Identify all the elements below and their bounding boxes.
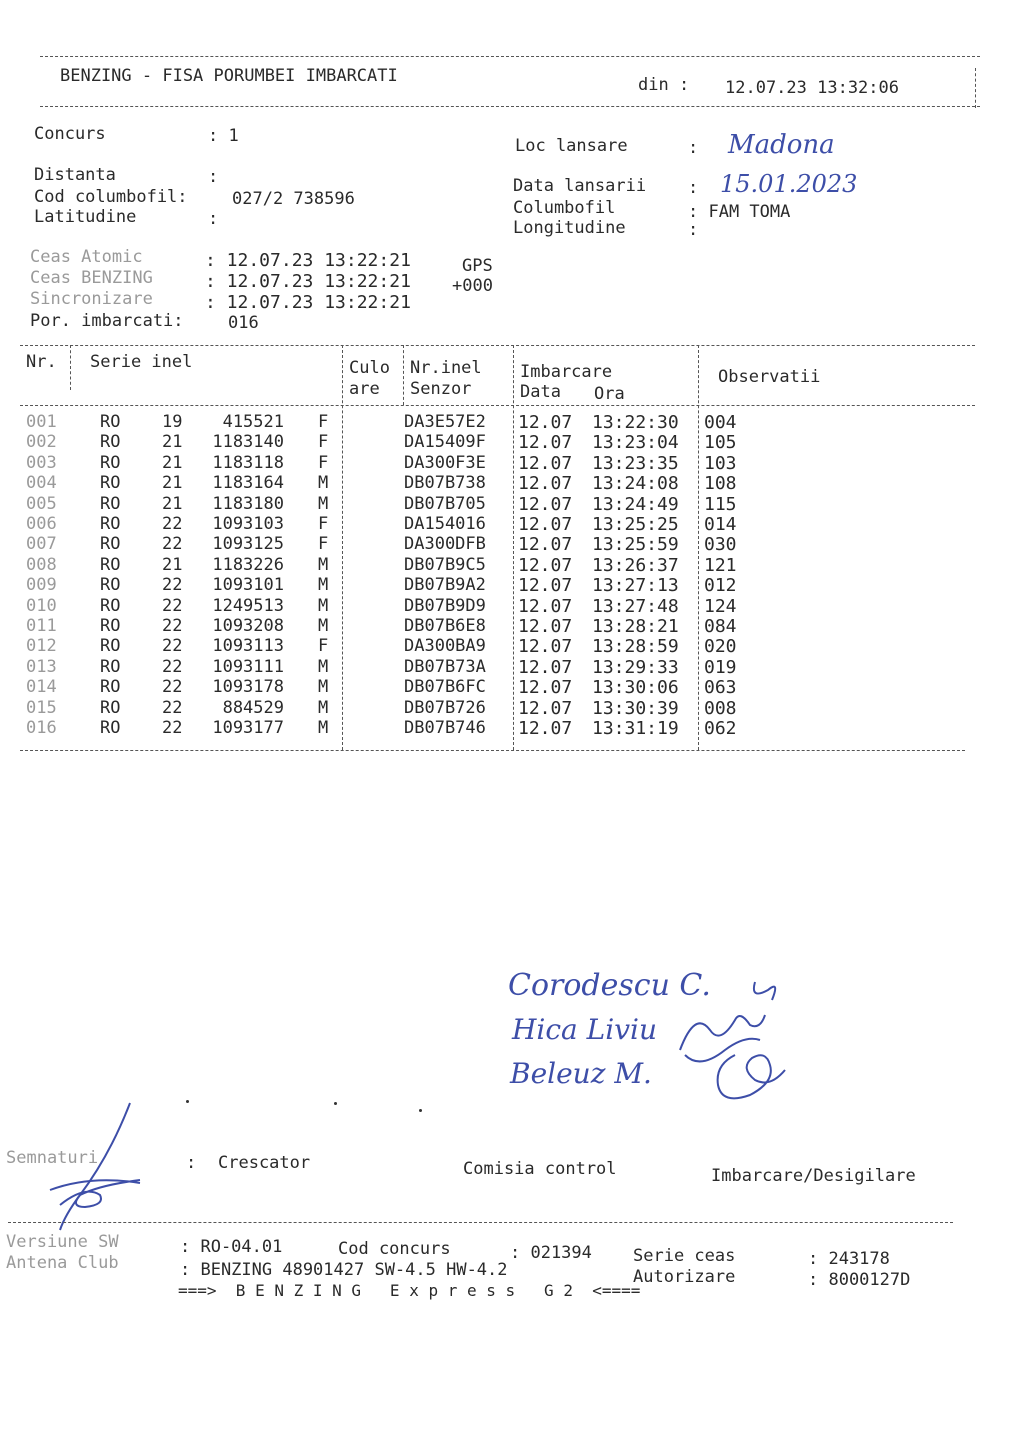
autorizare-value: : 8000127D bbox=[808, 1270, 911, 1290]
cell-data: 12.07 bbox=[518, 656, 573, 678]
header-bottom-rule bbox=[40, 106, 980, 107]
data-lansarii-label: Data lansarii bbox=[513, 176, 647, 196]
columbofil-value: : FAM TOMA bbox=[688, 202, 791, 222]
table-row bbox=[0, 718, 1024, 739]
cell-ora: 13:24:08 bbox=[592, 473, 679, 495]
cell-senzor: DB07B705 bbox=[404, 493, 486, 514]
cell-sex: M bbox=[318, 656, 329, 677]
cell-nr: 010 bbox=[26, 595, 57, 616]
longitudine-value: : bbox=[688, 220, 699, 240]
cell-sex: F bbox=[318, 514, 329, 534]
cell-senzor: DA300DFB bbox=[404, 534, 486, 555]
cell-observatii: 124 bbox=[704, 595, 737, 617]
cell-data: 12.07 bbox=[518, 452, 573, 474]
cell-an: 21 bbox=[162, 554, 183, 575]
loc-lansare-sep: : bbox=[688, 138, 699, 158]
cell-inel: 1183164 bbox=[212, 473, 284, 494]
cell-data: 12.07 bbox=[518, 493, 573, 515]
cell-tara: RO bbox=[100, 452, 121, 473]
print-date-value: 12.07.23 13:32:06 bbox=[725, 78, 899, 98]
cell-an: 22 bbox=[162, 656, 183, 677]
cell-data: 12.07 bbox=[518, 595, 573, 617]
cell-sex: M bbox=[318, 493, 329, 514]
cell-inel: 1183180 bbox=[212, 493, 284, 514]
cell-inel: 884529 bbox=[222, 697, 284, 718]
cell-sex: F bbox=[318, 432, 329, 453]
cell-ora: 13:30:39 bbox=[592, 697, 679, 719]
cell-inel: 1093125 bbox=[212, 534, 284, 555]
table-row bbox=[0, 698, 1024, 719]
cell-sex: M bbox=[318, 697, 329, 718]
cell-sex: F bbox=[318, 412, 329, 432]
cell-observatii: 014 bbox=[704, 514, 737, 535]
cell-an: 21 bbox=[162, 452, 183, 473]
cell-sex: F bbox=[318, 452, 329, 473]
cell-inel: 1093103 bbox=[212, 514, 284, 534]
cell-data: 12.07 bbox=[518, 554, 573, 576]
handwritten-name-1: Corodescu C. bbox=[508, 968, 711, 1003]
cell-data: 12.07 bbox=[518, 432, 573, 454]
cell-data: 12.07 bbox=[518, 718, 573, 739]
porumbei-imbarcati-label: Por. imbarcati: bbox=[30, 311, 184, 331]
cell-an: 21 bbox=[162, 493, 183, 514]
serie-ceas-value: : 243178 bbox=[808, 1249, 890, 1269]
cell-an: 22 bbox=[162, 697, 183, 718]
columbofil-label: Columbofil bbox=[513, 198, 616, 218]
versiune-sw-label: Versiune SW bbox=[6, 1232, 119, 1252]
cell-data: 12.07 bbox=[518, 616, 573, 637]
cell-senzor: DB07B9A2 bbox=[404, 575, 486, 596]
cell-tara: RO bbox=[100, 718, 121, 738]
cell-ora: 13:29:33 bbox=[592, 656, 679, 678]
cell-observatii: 115 bbox=[704, 493, 737, 515]
table-row bbox=[0, 677, 1024, 698]
cell-tara: RO bbox=[100, 534, 121, 555]
header-senzor-1: Nr.inel bbox=[410, 358, 482, 378]
cell-senzor: DB07B6E8 bbox=[404, 616, 486, 636]
cell-tara: RO bbox=[100, 595, 121, 616]
cell-tara: RO bbox=[100, 412, 121, 432]
cell-observatii: 019 bbox=[704, 656, 737, 678]
cell-senzor: DB07B9D9 bbox=[404, 595, 486, 616]
cell-observatii: 121 bbox=[704, 554, 737, 576]
versiune-sw-value: : RO-04.01 bbox=[180, 1237, 283, 1257]
cell-senzor: DB07B73A bbox=[404, 656, 486, 677]
signature-scribbles-comisie bbox=[640, 970, 790, 1110]
cell-sex: M bbox=[318, 616, 329, 636]
cell-nr: 005 bbox=[26, 493, 57, 514]
header-nr: Nr. bbox=[26, 352, 57, 372]
cell-an: 22 bbox=[162, 534, 183, 555]
cell-data: 12.07 bbox=[518, 677, 573, 699]
table-row bbox=[0, 657, 1024, 678]
cell-tara: RO bbox=[100, 656, 121, 677]
latitudine-value: : bbox=[208, 209, 219, 229]
table-header-rule bbox=[20, 405, 975, 406]
cell-nr: 011 bbox=[26, 616, 57, 636]
cell-observatii: 020 bbox=[704, 636, 737, 658]
cell-sex: M bbox=[318, 595, 329, 616]
table-row bbox=[0, 514, 1024, 535]
cell-observatii: 103 bbox=[704, 452, 737, 474]
header-right-border bbox=[975, 68, 976, 108]
cell-nr: 008 bbox=[26, 554, 57, 575]
cell-nr: 009 bbox=[26, 575, 57, 596]
cell-inel: 1183140 bbox=[212, 432, 284, 453]
porumbei-imbarcati-value: 016 bbox=[228, 313, 259, 333]
cod-concurs-label: Cod concurs bbox=[338, 1239, 451, 1259]
distanta-label: Distanta bbox=[34, 165, 116, 185]
cell-nr: 012 bbox=[26, 636, 57, 657]
stray-dot bbox=[419, 1109, 422, 1112]
serie-ceas-label: Serie ceas bbox=[633, 1246, 736, 1266]
latitudine-label: Latitudine bbox=[34, 207, 137, 227]
cell-senzor: DB07B6FC bbox=[404, 677, 486, 698]
cell-tara: RO bbox=[100, 493, 121, 514]
loc-lansare-label: Loc lansare bbox=[515, 136, 628, 156]
header-culoare-2: are bbox=[349, 379, 380, 399]
header-observatii: Observatii bbox=[718, 367, 821, 387]
cell-inel: 1093208 bbox=[212, 616, 284, 636]
crescator-label: Crescator bbox=[218, 1153, 311, 1173]
ceas-atomic-value: : 12.07.23 13:22:21 bbox=[205, 250, 411, 271]
cell-ora: 13:27:48 bbox=[592, 595, 679, 617]
cell-ora: 13:26:37 bbox=[592, 554, 679, 576]
cell-an: 22 bbox=[162, 636, 183, 657]
cell-data: 12.07 bbox=[518, 636, 573, 658]
cell-ora: 13:24:49 bbox=[592, 493, 679, 515]
antena-club-value: : BENZING 48901427 SW-4.5 HW-4.2 bbox=[180, 1260, 508, 1280]
cell-senzor: DA300BA9 bbox=[404, 636, 486, 657]
cell-nr: 014 bbox=[26, 677, 57, 698]
stray-dot bbox=[186, 1100, 189, 1103]
concurs-label: Concurs bbox=[34, 124, 106, 144]
cell-an: 21 bbox=[162, 432, 183, 453]
col-divider-nr bbox=[70, 345, 71, 390]
sincronizare-value: : 12.07.23 13:22:21 bbox=[205, 292, 411, 313]
cell-nr: 001 bbox=[26, 412, 57, 432]
cell-observatii: 030 bbox=[704, 534, 737, 556]
cell-ora: 13:22:30 bbox=[592, 412, 679, 433]
header-top-rule bbox=[40, 56, 980, 57]
cell-an: 19 bbox=[162, 412, 183, 432]
data-lansarii-sep: : bbox=[688, 178, 699, 198]
table-row bbox=[0, 555, 1024, 576]
cell-senzor: DA154016 bbox=[404, 514, 486, 534]
cell-inel: 1093111 bbox=[212, 656, 284, 677]
cell-an: 22 bbox=[162, 718, 183, 738]
semnaturi-label: Semnaturi bbox=[6, 1148, 99, 1168]
cell-observatii: 004 bbox=[704, 412, 737, 433]
cell-tara: RO bbox=[100, 432, 121, 453]
table-row bbox=[0, 596, 1024, 617]
cell-nr: 013 bbox=[26, 656, 57, 677]
table-top-rule bbox=[20, 345, 975, 346]
ceas-atomic-label: Ceas Atomic bbox=[30, 247, 143, 267]
cell-nr: 015 bbox=[26, 697, 57, 718]
loc-lansare-value: Madona bbox=[728, 130, 835, 160]
cell-observatii: 062 bbox=[704, 718, 737, 739]
data-lansarii-value: 15.01.2023 bbox=[720, 170, 858, 198]
table-row bbox=[0, 432, 1024, 453]
cell-sex: M bbox=[318, 718, 329, 738]
cell-ora: 13:27:13 bbox=[592, 575, 679, 597]
cell-inel: 1183118 bbox=[212, 452, 284, 473]
cod-columbofil-value: 027/2 738596 bbox=[232, 189, 355, 209]
cell-tara: RO bbox=[100, 575, 121, 596]
cell-inel: 415521 bbox=[222, 412, 284, 432]
concurs-value: : 1 bbox=[208, 126, 239, 146]
cell-tara: RO bbox=[100, 697, 121, 718]
ceas-benzing-label: Ceas BENZING bbox=[30, 268, 153, 288]
header-serie-inel: Serie inel bbox=[90, 352, 193, 372]
cell-inel: 1183226 bbox=[212, 554, 284, 575]
print-date-label: din : bbox=[638, 75, 690, 95]
cell-nr: 006 bbox=[26, 514, 57, 534]
cell-an: 21 bbox=[162, 473, 183, 494]
cell-nr: 003 bbox=[26, 452, 57, 473]
cell-nr: 016 bbox=[26, 718, 57, 738]
header-data: Data bbox=[520, 382, 561, 402]
document-title: BENZING - FISA PORUMBEI IMBARCATI bbox=[60, 66, 398, 86]
cell-observatii: 012 bbox=[704, 575, 737, 597]
distanta-value: : bbox=[208, 167, 219, 187]
cell-data: 12.07 bbox=[518, 534, 573, 556]
cell-observatii: 008 bbox=[704, 697, 737, 719]
table-row bbox=[0, 616, 1024, 637]
cell-nr: 004 bbox=[26, 473, 57, 494]
cell-data: 12.07 bbox=[518, 473, 573, 495]
table-row bbox=[0, 473, 1024, 494]
header-senzor-2: Senzor bbox=[410, 379, 472, 399]
signature-crescator bbox=[30, 1095, 150, 1235]
cell-inel: 1093177 bbox=[212, 718, 284, 738]
cell-ora: 13:28:21 bbox=[592, 616, 679, 637]
cell-sex: M bbox=[318, 575, 329, 596]
cod-columbofil-label: Cod columbofil: bbox=[34, 187, 188, 207]
cell-senzor: DA300F3E bbox=[404, 452, 486, 473]
cell-data: 12.07 bbox=[518, 514, 573, 535]
cell-sex: M bbox=[318, 677, 329, 698]
cell-data: 12.07 bbox=[518, 412, 573, 433]
cell-observatii: 084 bbox=[704, 616, 737, 637]
cell-an: 22 bbox=[162, 514, 183, 534]
cell-ora: 13:23:04 bbox=[592, 432, 679, 454]
cell-observatii: 105 bbox=[704, 432, 737, 454]
cell-senzor: DA15409F bbox=[404, 432, 486, 453]
table-row bbox=[0, 534, 1024, 555]
table-row bbox=[0, 453, 1024, 474]
imbarcare-desigilare-label: Imbarcare/Desigilare bbox=[711, 1166, 916, 1186]
antena-club-label: Antena Club bbox=[6, 1253, 119, 1273]
table-row bbox=[0, 494, 1024, 515]
cell-senzor: DB07B726 bbox=[404, 697, 486, 718]
ceas-benzing-extra: +000 bbox=[452, 276, 493, 296]
cell-nr: 007 bbox=[26, 534, 57, 555]
cell-sex: M bbox=[318, 554, 329, 575]
cod-concurs-value: : 021394 bbox=[510, 1243, 592, 1263]
cell-senzor: DB07B746 bbox=[404, 718, 486, 738]
semnaturi-sep: : bbox=[186, 1153, 197, 1173]
cell-senzor: DB07B738 bbox=[404, 473, 486, 494]
cell-data: 12.07 bbox=[518, 575, 573, 597]
ceas-benzing-value: : 12.07.23 13:22:21 bbox=[205, 271, 411, 292]
cell-inel: 1249513 bbox=[212, 595, 284, 616]
cell-tara: RO bbox=[100, 554, 121, 575]
cell-an: 22 bbox=[162, 595, 183, 616]
header-imbarcare: Imbarcare bbox=[520, 362, 613, 382]
cell-tara: RO bbox=[100, 616, 121, 636]
footer-top-rule bbox=[8, 1222, 953, 1223]
col-divider-senzor bbox=[403, 345, 404, 405]
autorizare-label: Autorizare bbox=[633, 1267, 736, 1287]
cell-ora: 13:25:59 bbox=[592, 534, 679, 556]
cell-inel: 1093178 bbox=[212, 677, 284, 698]
cell-ora: 13:30:06 bbox=[592, 677, 679, 699]
longitudine-label: Longitudine bbox=[513, 218, 626, 238]
sincronizare-label: Sincronizare bbox=[30, 289, 153, 309]
cell-sex: F bbox=[318, 636, 329, 657]
cell-senzor: DA3E57E2 bbox=[404, 412, 486, 432]
table-row bbox=[0, 636, 1024, 657]
header-ora: Ora bbox=[594, 384, 625, 404]
stray-dot bbox=[334, 1102, 337, 1105]
ceas-atomic-extra: GPS bbox=[462, 256, 493, 276]
cell-tara: RO bbox=[100, 473, 121, 494]
cell-nr: 002 bbox=[26, 432, 57, 453]
cell-ora: 13:31:19 bbox=[592, 718, 679, 739]
cell-ora: 13:28:59 bbox=[592, 636, 679, 658]
cell-tara: RO bbox=[100, 636, 121, 657]
cell-observatii: 063 bbox=[704, 677, 737, 699]
header-culoare-1: Culo bbox=[349, 358, 390, 378]
cell-inel: 1093101 bbox=[212, 575, 284, 596]
cell-an: 22 bbox=[162, 677, 183, 698]
handwritten-name-3: Beleuz M. bbox=[510, 1057, 652, 1090]
table-row bbox=[0, 412, 1024, 433]
cell-an: 22 bbox=[162, 575, 183, 596]
cell-inel: 1093113 bbox=[212, 636, 284, 657]
cell-sex: M bbox=[318, 473, 329, 494]
comisia-control-label: Comisia control bbox=[463, 1159, 617, 1179]
cell-an: 22 bbox=[162, 616, 183, 636]
cell-ora: 13:23:35 bbox=[592, 452, 679, 474]
table-bottom-rule bbox=[20, 750, 965, 751]
cell-ora: 13:25:25 bbox=[592, 514, 679, 535]
cell-senzor: DB07B9C5 bbox=[404, 554, 486, 575]
cell-data: 12.07 bbox=[518, 697, 573, 719]
cell-tara: RO bbox=[100, 514, 121, 534]
handwritten-name-2: Hica Liviu bbox=[512, 1013, 658, 1046]
table-row bbox=[0, 575, 1024, 596]
cell-observatii: 108 bbox=[704, 473, 737, 495]
cell-tara: RO bbox=[100, 677, 121, 698]
brand-line: ===> B E N Z I N G E x p r e s s G 2 <==== bbox=[178, 1281, 641, 1300]
cell-sex: F bbox=[318, 534, 329, 555]
